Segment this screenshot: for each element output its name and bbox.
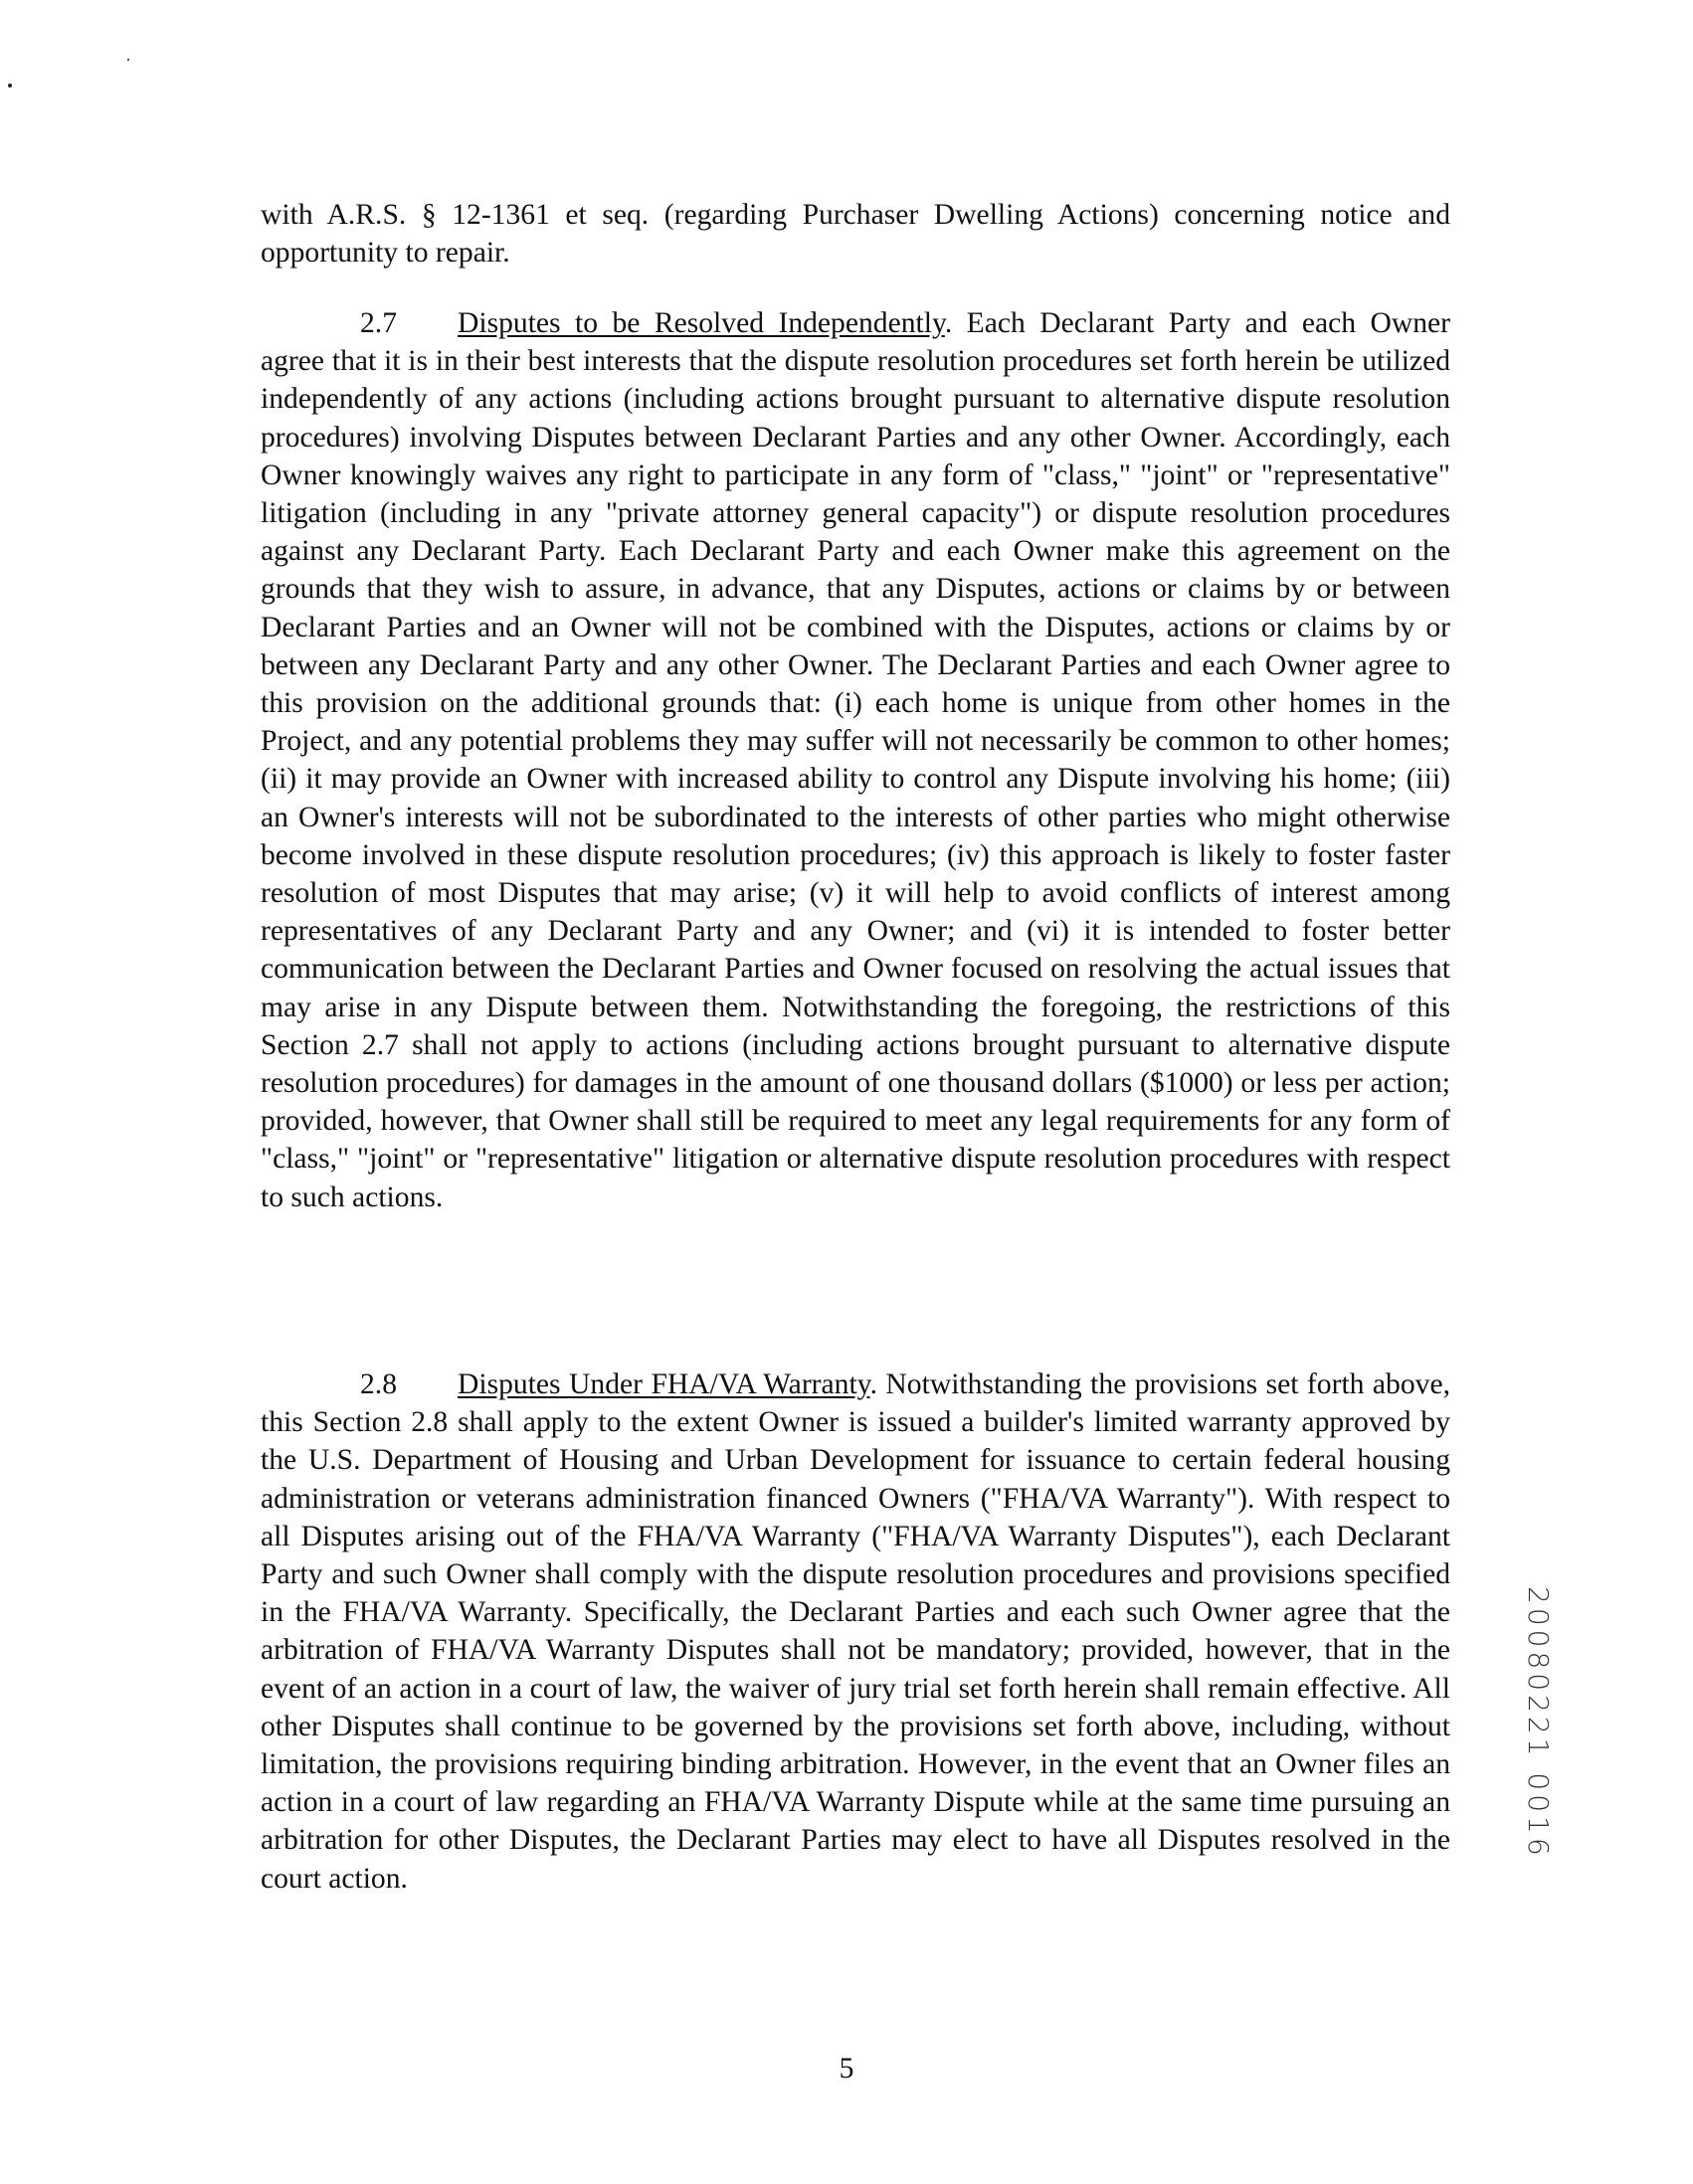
section-title: Disputes to be Resolved Independently — [458, 307, 945, 339]
margin-stamp-text: 20080221 0016 — [1522, 1586, 1555, 1860]
page-number: 5 — [839, 2053, 854, 2085]
section-number: 2.7 — [360, 307, 397, 339]
section-body: . Each Declarant Party and each Owner agree that it is in their best interests that the dispute resolution procedures set forth herein be utilized independently of any actions (including actions brought pursuant to alternative dispute resolution procedures) involving Disputes between Declarant Parties and any other Owner. Accordingly, each Owner knowingly waives any right to participate in any form of "class," "joint" or "representative" litigation (including in any "private attorney general capacity") or dispute resolution procedures against any Declarant Party. Each Declarant Party and each Owner make this agreement on the grounds that they wish to assure, in advance, that any Disputes, actions or claims by or between Declarant Parties and an Owner will not be combined with the Disputes, actions or claims by or between any Declarant Party and any other Owner. The Declarant Parties and each Owner agree to this provision on the additional grounds that: (i) each home is unique from other homes in the Project, and any potential problems they may suffer will not necessarily be common to other homes; (ii) it may provide an Owner with increased ability to control any Dispute involving his home; (iii) an Owner's interests will not be subordinated to the interests of other parties who might otherwise become involved in these dispute resolution procedures; (iv) this approach is likely to foster faster resolution of most Disputes that may arise; (v) it will help to avoid conflicts of interest among representatives of any Declarant Party and any Owner; and (vi) it is intended to foster better communication between the Declarant Parties and Owner focused on resolving the actual issues that may arise in any Dispute between them. Notwithstanding the foregoing, the restrictions of this Section 2.7 shall not apply to actions (including actions brought pursuant to alternative dispute resolution procedures) for damages in the amount of one thousand dollars ($1000) or less per action; provided, however, that Owner shall still be required to meet any legal requirements for any form of "class," "joint" or "representative" litigation or alternative dispute resolution procedures with respect to such actions. — [261, 307, 1450, 1213]
scan-speck — [127, 59, 129, 61]
section-2-8-paragraph — [261, 1365, 1450, 1898]
section-2-7-paragraph — [261, 304, 1450, 1216]
section-title: Disputes Under FHA/VA Warranty — [458, 1368, 870, 1400]
section-number: 2.8 — [360, 1368, 397, 1400]
section-body: . Notwithstanding the provisions set forth above, this Section 2.8 shall apply to the extent Owner is issued a builder's limited warranty approved by the U.S. Department of Housing and Urban Development for issuance to certain federal housing administration or veterans administration financed Owners ("FHA/VA Warranty"). With respect to all Disputes arising out of the FHA/VA Warranty ("FHA/VA Warranty Disputes"), each Declarant Party and such Owner shall comply with the dispute resolution procedures and provisions specified in the FHA/VA Warranty. Specifically, the Declarant Parties and each such Owner agree that the arbitration of FHA/VA Warranty Disputes shall not be mandatory; provided, however, that in the event of an action in a court of law, the waiver of jury trial set forth herein shall remain effective. All other Disputes shall continue to be governed by the provisions set forth above, including, without limitation, the provisions requiring binding arbitration. However, in the event that an Owner files an action in a court of law regarding an FHA/VA Warranty Dispute while at the same time pursuing an arbitration for other Disputes, the Declarant Parties may elect to have all Disputes resolved in the court action. — [261, 1368, 1450, 1895]
margin-stamp — [1515, 1586, 1555, 1914]
scan-speck — [8, 84, 12, 88]
intro-paragraph: with A.R.S. § 12-1361 et seq. (regarding Purchaser Dwelling Actions) concerning notice and opportunity to repair. — [261, 199, 1450, 270]
